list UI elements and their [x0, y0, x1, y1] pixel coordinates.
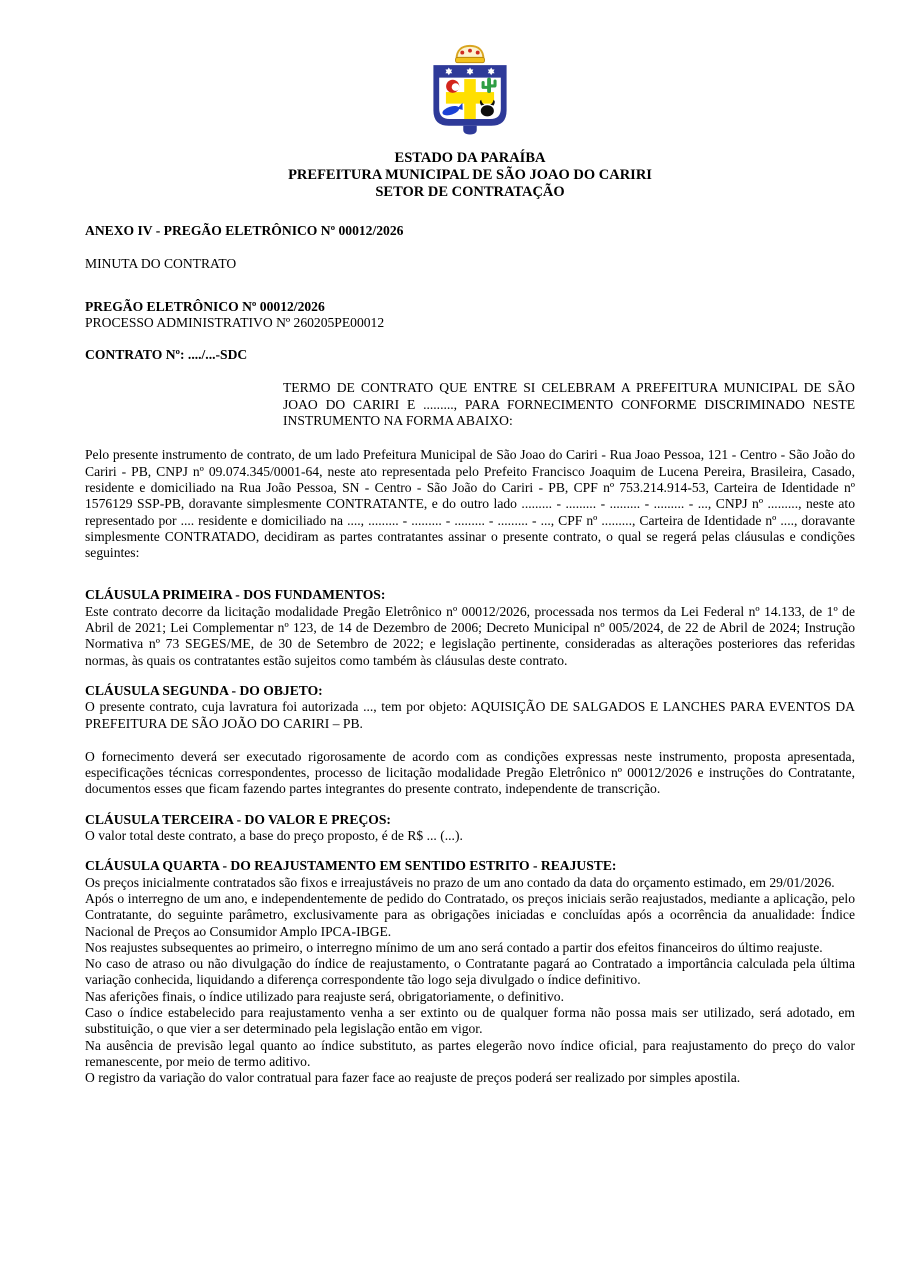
- clause-section-segunda: [85, 683, 855, 798]
- clause-title: CLÁUSULA TERCEIRA - DO VALOR E PREÇOS:: [85, 811, 391, 827]
- clause-paragraph: O fornecimento deverá ser executado rigorosamente de acordo com as condições expressas neste instrumento, proposta apresentada, especificações técnicas correspondentes, processo de licitação modalidade Pregão Eletrônico nº 00012/2026 e instruções do Contratante, documentos esses que ficam fazendo partes integrantes do presente contrato, independente de transcrição.: [85, 748, 855, 797]
- clause-title: CLÁUSULA PRIMEIRA - DOS FUNDAMENTOS:: [85, 587, 386, 603]
- crown: [456, 46, 485, 63]
- intro-paragraph: Pelo presente instrumento de contrato, de um lado Prefeitura Municipal de São Joao do Cariri - Rua Joao Pessoa, 121 - Centro - São João do Cariri - PB, CNPJ nº 09.074.345/0001-64, neste ato representada pelo Prefeito Francisco Joaquim de Lucena Pereira, Brasileira, Casado, residente e domiciliado na Rua João Pessoa, SN - Centro - São João do Cariri - PB, CPF nº 753.214.914-53, Carteira de Identidade nº 1576129 SSP-PB, doravante simplesmente CONTRATANTE, e do outro lado ......... - ......... - ......... - ......... - ..., CNPJ nº ........., neste ato representado por .... residente e domiciliado na ...., ......... - ......... - ......... - ......... - ..., CPF nº ........., Carteira de Identidade nº ...., doravante simplesmente CONTRATADO, decidiram as partes contratantes assinar o presente contrato, o qual se regerá pelas cláusulas e condições seguintes:: [85, 447, 855, 561]
- annex-title: ANEXO IV - PREGÃO ELETRÔNICO Nº 00012/2026: [85, 223, 404, 238]
- clause-title: CLÁUSULA QUARTA - DO REAJUSTAMENTO EM SENTIDO ESTRITO - REAJUSTE:: [85, 858, 617, 874]
- clause-paragraph: Na ausência de previsão legal quanto ao índice substituto, as partes elegerão novo índice oficial, para reajustamento do preço do valor remanescente, por meio de termo aditivo.: [85, 1037, 855, 1069]
- clause-paragraph: Nos reajustes subsequentes ao primeiro, o interregno mínimo de um ano será contado a partir dos efeitos financeiros do último reajuste.: [85, 939, 823, 955]
- auction-number: PREGÃO ELETRÔNICO Nº 00012/2026: [85, 298, 325, 314]
- header-municipality: PREFEITURA MUNICIPAL DE SÃO JOAO DO CARIRI: [288, 167, 652, 183]
- clause-section-primeira: [85, 587, 855, 668]
- clause-paragraph: Após o interregno de um ano, e independentemente de pedido do Contratado, os preços iniciais serão reajustados, mediante a aplicação, pelo Contratante, do seguinte parâmetro, exclusivamente para as obrigações iniciadas e concluídas após a ocorrência da anualidade: Índice Nacional de Preços ao Consumidor Amplo IPCA-IBGE.: [85, 890, 855, 939]
- clause-paragraph: O valor total deste contrato, a base do preço proposto, é de R$ ... (...).: [85, 828, 463, 844]
- clause-paragraph: Caso o índice estabelecido para reajustamento venha a ser extinto ou de qualquer forma não possa mais ser utilizado, será adotado, em substituição, o que vier a ser determinado pela legislação então em vigor.: [85, 1004, 855, 1037]
- document-header: [85, 42, 855, 201]
- process-number: PROCESSO ADMINISTRATIVO Nº 260205PE00012: [85, 314, 385, 330]
- clause-paragraph: O presente contrato, cuja lavratura foi autorizada ..., tem por objeto: AQUISIÇÃO DE SALGADOS E LANCHES PARA EVENTOS DA PREFEITURA DE SÃO JOÃO DO CARIRI – PB.: [85, 699, 855, 731]
- clause-section-quarta: [85, 858, 855, 1086]
- document-type: MINUTA DO CONTRATO: [85, 256, 237, 272]
- clause-section-terceira: [85, 812, 855, 845]
- municipal-crest-icon: [417, 42, 523, 146]
- header-state: ESTADO DA PARAÍBA: [394, 150, 546, 166]
- contract-preamble: TERMO DE CONTRATO QUE ENTRE SI CELEBRAM A PREFEITURA MUNICIPAL DE SÃO JOAO DO CARIRI E ........., PARA FORNECIMENTO CONFORME DISCRIMINADO NESTE INSTRUMENTO NA FORMA ABAIXO:: [283, 380, 855, 429]
- header-department: SETOR DE CONTRATAÇÃO: [375, 184, 565, 200]
- clause-paragraph: Os preços inicialmente contratados são fixos e irreajustáveis no prazo de um ano contado da data do orçamento estimado, em 29/01/2026.: [85, 874, 835, 890]
- clause-paragraph: Este contrato decorre da licitação modalidade Pregão Eletrônico nº 00012/2026, processada nos termos da Lei Federal nº 14.133, de 1º de Abril de 2021; Lei Complementar nº 123, de 14 de Dezembro de 2006; Decreto Municipal nº 005/2024, de 22 de Abril de 2024; Instrução Normativa nº 73 SEGES/ME, de 30 de Setembro de 2022; e legislação pertinente, consideradas as alterações posteriores das referidas normas, às quais os contratantes estão sujeitos como também às cláusulas deste contrato.: [85, 603, 855, 668]
- clause-paragraph: Nas aferições finais, o índice utilizado para reajuste será, obrigatoriamente, o definitivo.: [85, 988, 564, 1004]
- clause-paragraph: O registro da variação do valor contratual para fazer face ao reajuste de preços poderá ser realizado por simples apostila.: [85, 1070, 741, 1086]
- clause-title: CLÁUSULA SEGUNDA - DO OBJETO:: [85, 682, 323, 698]
- contract-number: CONTRATO Nº: ..../...-SDC: [85, 347, 248, 363]
- clause-paragraph: No caso de atraso ou não divulgação do índice de reajustamento, o Contratante pagará ao Contratado a importância calculada pela última variação conhecida, liquidando a diferença correspondente tão logo seja divulgado o índice definitivo.: [85, 956, 855, 988]
